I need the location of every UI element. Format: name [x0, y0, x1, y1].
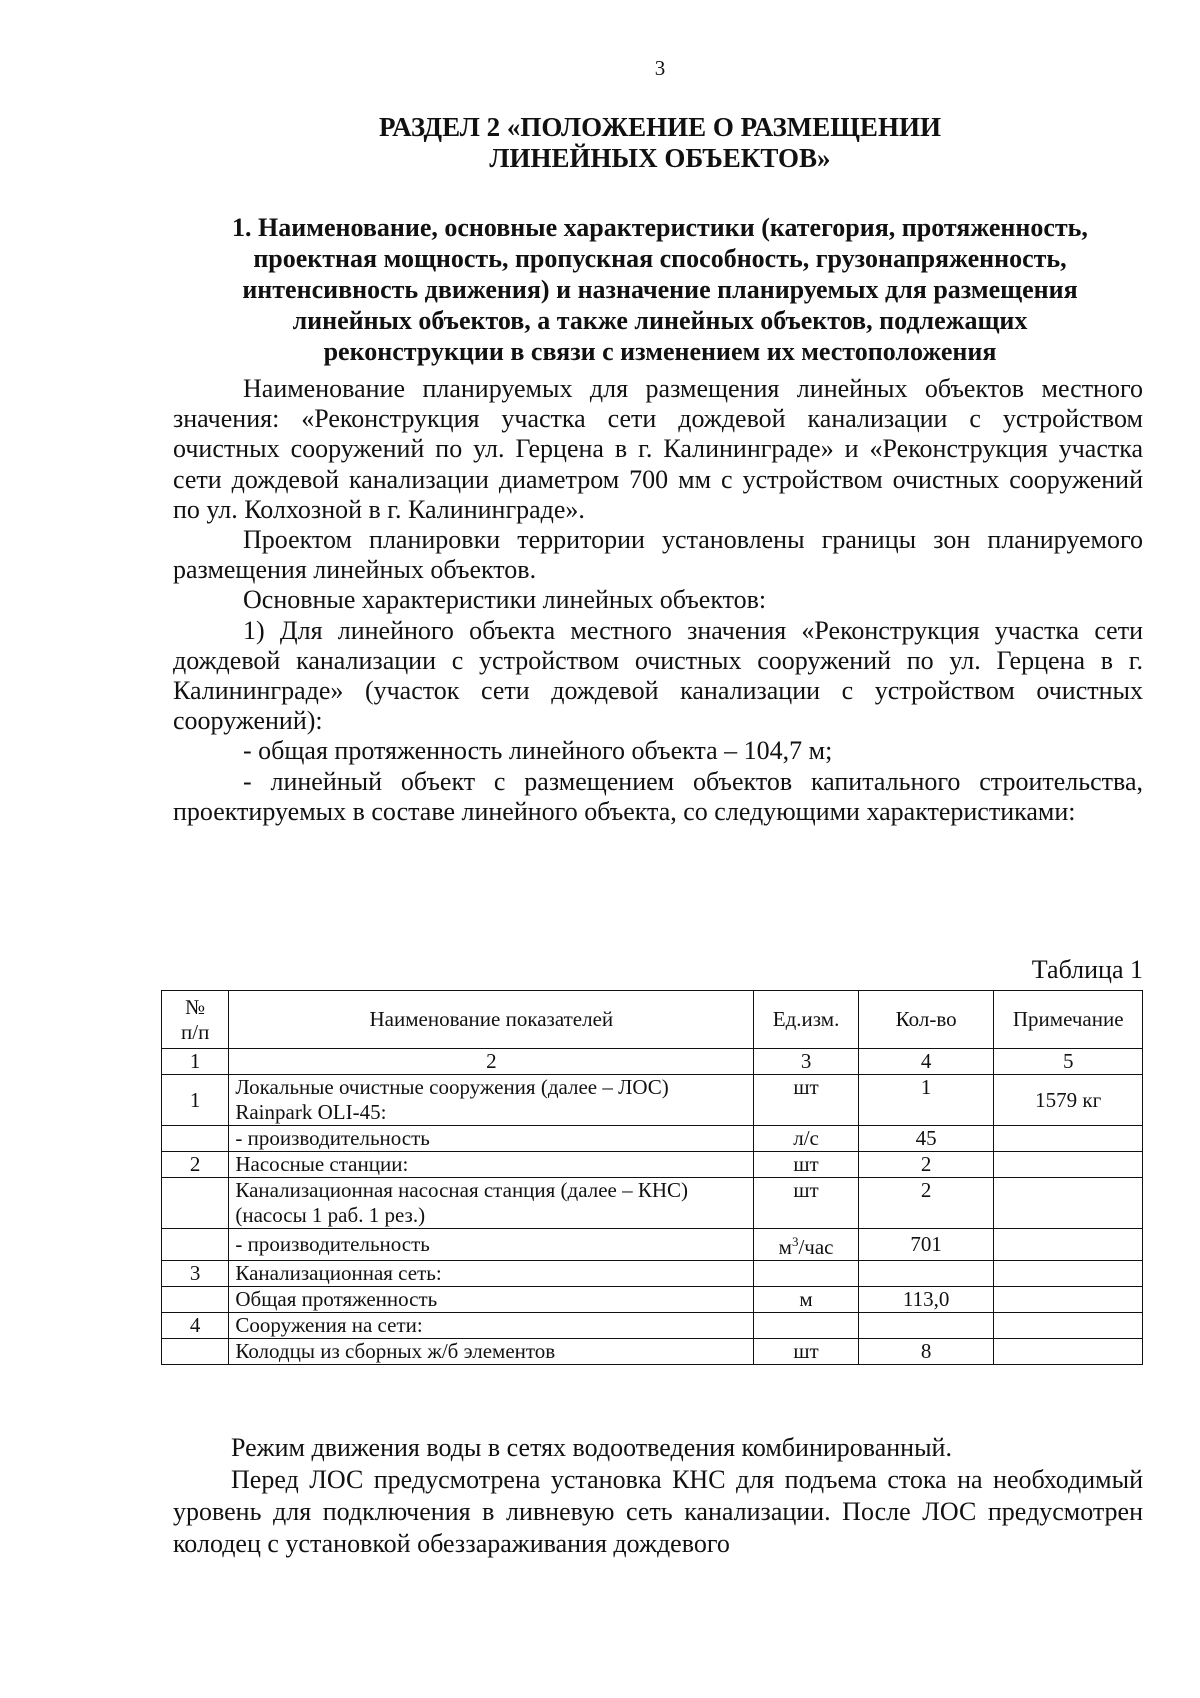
body-text: [173, 374, 1143, 827]
characteristics-table: [161, 990, 1143, 1365]
row-name: Сооружения на сети:: [229, 1313, 754, 1339]
row-name: Колодцы из сборных ж/б элементов: [229, 1339, 754, 1365]
row-quantity: 2: [858, 1152, 994, 1178]
row-name: Канализационная сеть:: [229, 1261, 754, 1287]
column-number: 5: [994, 1049, 1143, 1075]
table-header-row: [162, 991, 1143, 1049]
paragraph: Основные характеристики линейных объектов:: [243, 585, 767, 615]
row-unit: м: [754, 1287, 859, 1313]
paragraph: Режим движения воды в сетях водоотведения комбинированный.: [231, 1433, 952, 1462]
row-number: [162, 1287, 229, 1313]
row-quantity: 8: [858, 1339, 994, 1365]
header-name: Наименование показателей: [229, 991, 754, 1049]
row-unit: [754, 1261, 859, 1287]
row-quantity: 1: [858, 1075, 994, 1126]
column-number-row: [162, 1049, 1143, 1075]
row-unit: л/с: [754, 1126, 859, 1152]
row-number: 4: [162, 1313, 229, 1339]
row-note: [994, 1287, 1143, 1313]
paragraph: - линейный объект с размещением объектов капитального строительства, проектируемых в составе линейного объекта, со следующими характеристиками:: [173, 766, 1143, 826]
row-note: [994, 1339, 1143, 1365]
row-note: 1579 кг: [994, 1075, 1143, 1126]
row-name: Насосные станции:: [229, 1152, 754, 1178]
table-row: [162, 1339, 1143, 1365]
row-unit: шт: [754, 1339, 859, 1365]
section-title: РАЗДЕЛ 2 «ПОЛОЖЕНИЕ О РАЗМЕЩЕНИИ ЛИНЕЙНЫХ ОБЪЕКТОВ»: [379, 112, 941, 173]
table-row: [162, 1075, 1143, 1126]
body-text-after-table: [173, 1432, 1143, 1560]
row-unit: шт: [754, 1152, 859, 1178]
paragraph: Проектом планировки территории установлены границы зон планируемого размещения линейных объектов.: [173, 525, 1143, 585]
row-number: [162, 1339, 229, 1365]
row-unit: шт: [754, 1075, 859, 1126]
paragraph: 1) Для линейного объекта местного значения «Реконструкция участка сети дождевой канализации с устройством очистных сооружений по ул. Герцена в г. Калининграде» (участок сети дождевой канализации с устройством очистных сооружений):: [173, 615, 1143, 736]
column-number: 3: [754, 1049, 859, 1075]
row-note: [994, 1313, 1143, 1339]
row-unit: [754, 1313, 859, 1339]
row-note: [994, 1229, 1143, 1261]
table-row: [162, 1313, 1143, 1339]
paragraph: - общая протяженность линейного объекта – 104,7 м;: [243, 736, 833, 766]
table-row: [162, 1152, 1143, 1178]
unit-rest: /час: [798, 1235, 834, 1259]
row-name: - производительность: [229, 1229, 754, 1261]
row-note: [994, 1261, 1143, 1287]
row-number: [162, 1178, 229, 1229]
row-name: Общая протяженность: [229, 1287, 754, 1313]
row-number: 1: [162, 1075, 229, 1126]
row-unit: шт: [754, 1178, 859, 1229]
header-quantity: Кол-во: [858, 991, 994, 1049]
row-note: [994, 1152, 1143, 1178]
row-name: Локальные очистные сооружения (далее – ЛОС) Rainpark OLI-45:: [229, 1075, 754, 1126]
paragraph: Наименование планируемых для размещения линейных объектов местного значения: «Реконструкция участка сети дождевой канализации с устройством очистных сооружений по ул. Герцена в г. Калининграде» и «Реконструкция участка сети дождевой канализации диаметром 700 мм с устройством очистных сооружений по ул. Колхозной в г. Калининграде».: [173, 374, 1143, 524]
header-note: Примечание: [994, 991, 1143, 1049]
page-number: 3: [654, 56, 666, 80]
row-quantity: 45: [858, 1126, 994, 1152]
row-number: [162, 1229, 229, 1261]
row-number: [162, 1126, 229, 1152]
column-number: 4: [858, 1049, 994, 1075]
column-number: 1: [162, 1049, 229, 1075]
unit-superscript: 3: [791, 1234, 799, 1249]
row-note: [994, 1178, 1143, 1229]
row-quantity: [858, 1261, 994, 1287]
row-quantity: 113,0: [858, 1287, 994, 1313]
table-row: [162, 1178, 1143, 1229]
row-quantity: 701: [858, 1229, 994, 1261]
table-row: [162, 1261, 1143, 1287]
header-number: № п/п: [162, 991, 229, 1049]
paragraph: Перед ЛОС предусмотрена установка КНС для подъема стока на необходимый уровень для подключения в ливневую сеть канализации. После ЛОС предусмотрен колодец с установкой обеззараживания дождевого: [173, 1465, 1143, 1558]
row-unit: [754, 1229, 859, 1261]
row-quantity: 2: [858, 1178, 994, 1229]
table-row: [162, 1229, 1143, 1261]
header-unit: Ед.изм.: [754, 991, 859, 1049]
subsection-heading: 1. Наименование, основные характеристики (категория, протяженность, проектная мощность, пропускная способность, грузонапряженность, интенсивность движения) и назначение планируемых для размещения линейных объектов, а также линейных объектов, подлежащих реконструкции в связи с изменением их местоположения: [232, 213, 1088, 366]
unit-base: м: [778, 1235, 792, 1259]
row-name: Канализационная насосная станция (далее – КНС) (насосы 1 раб. 1 рез.): [229, 1178, 754, 1229]
table-caption: Таблица 1: [1031, 955, 1143, 984]
row-name: - производительность: [229, 1126, 754, 1152]
row-number: 3: [162, 1261, 229, 1287]
column-number: 2: [229, 1049, 754, 1075]
table-row: [162, 1126, 1143, 1152]
table-row: [162, 1287, 1143, 1313]
row-note: [994, 1126, 1143, 1152]
row-quantity: [858, 1313, 994, 1339]
row-number: 2: [162, 1152, 229, 1178]
